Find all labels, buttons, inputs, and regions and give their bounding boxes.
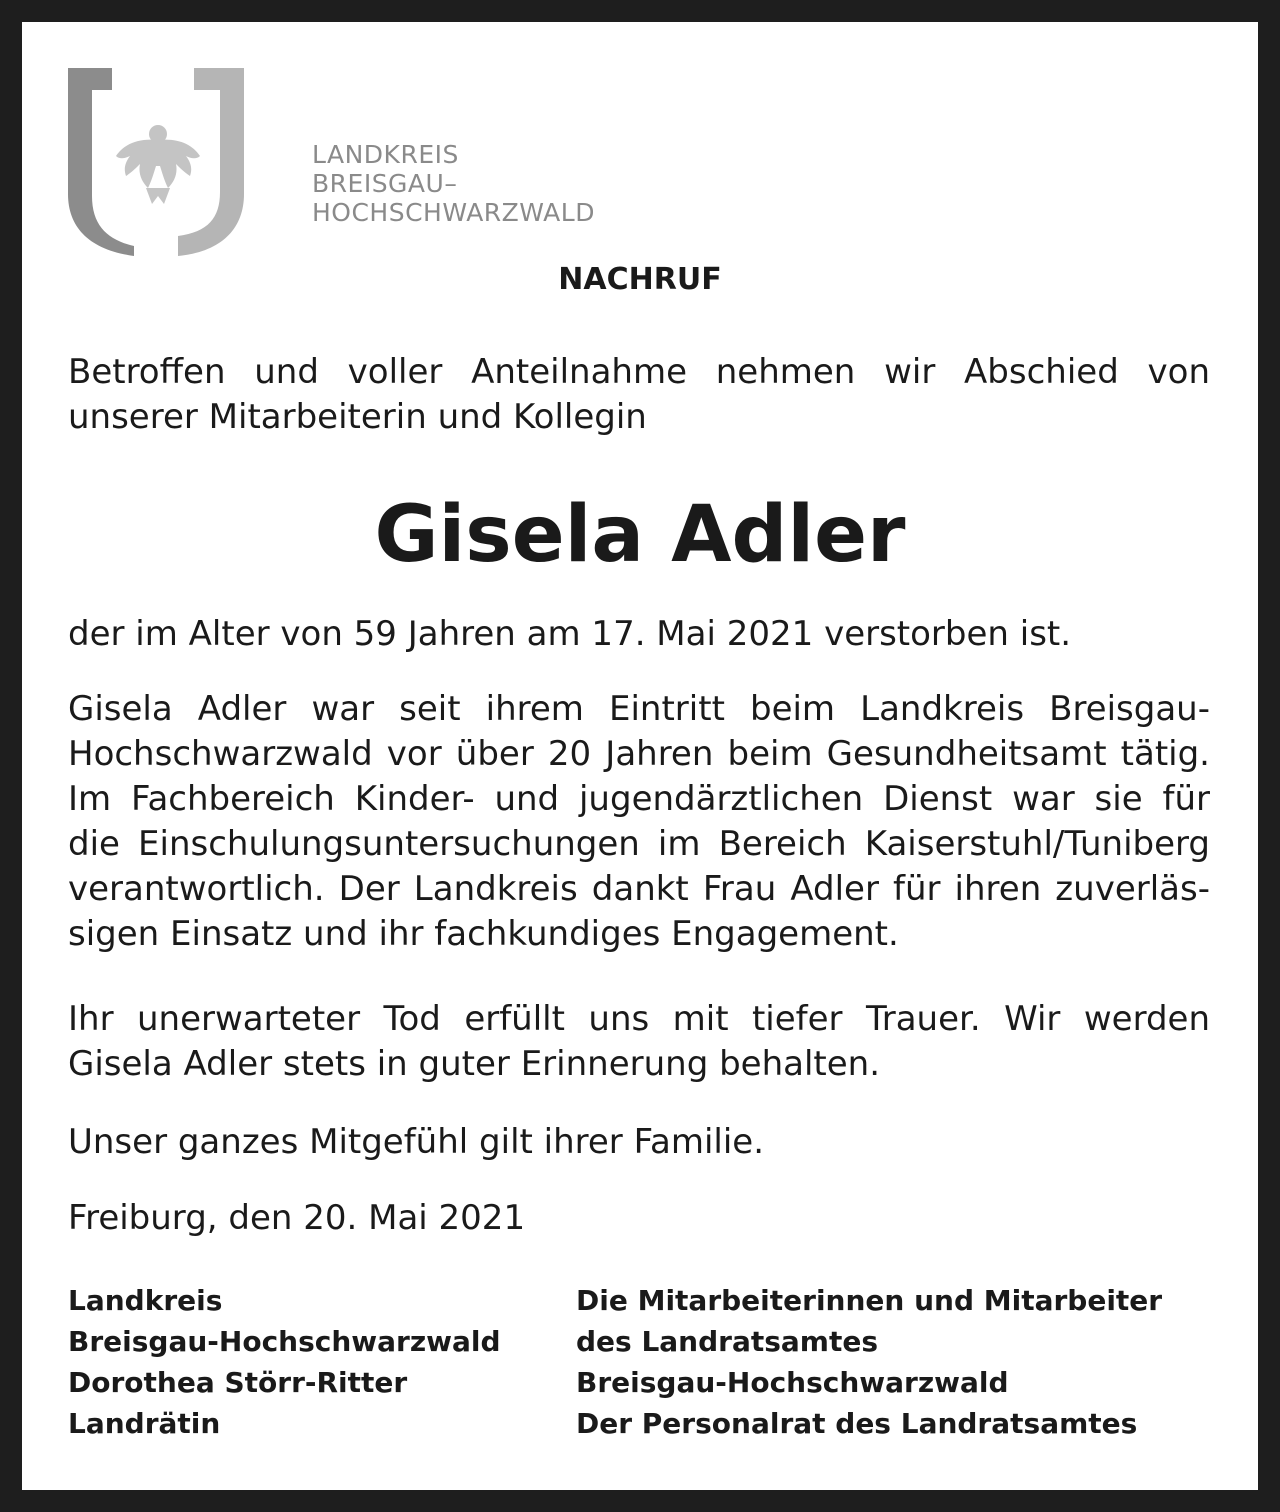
place-date: Freiburg, den 20. Mai 2021: [68, 1198, 526, 1238]
obituary-notice: [22, 22, 1258, 1490]
body-line-2: Hochschwarzwald vor über 20 Jahren beim Gesundheitsamt tätig.: [68, 734, 1210, 774]
body-line-4: die Einschulungsuntersuchungen im Bereich Kaiserstuhl/Tuniberg: [68, 824, 1210, 864]
body-line-3: Im Fachbereich Kinder- und jugendärztlichen Dienst war sie für: [68, 779, 1210, 819]
intro-line-1: Betroffen und voller Anteilnahme nehmen wir Abschied von: [68, 352, 1210, 392]
sympathy-line: Unser ganzes Mitgefühl gilt ihrer Familie.: [68, 1122, 765, 1162]
body-line-1: Gisela Adler war seit ihrem Eintritt beim Landkreis Breisgau-: [68, 689, 1210, 729]
notice-heading: NACHRUF: [558, 262, 722, 297]
grief-line-1: Ihr unerwarteter Tod erfüllt uns mit tiefer Trauer. Wir werden: [68, 999, 1210, 1039]
intro-line-2: unserer Mitarbeiterin und Kollegin: [68, 397, 647, 437]
age-line: der im Alter von 59 Jahren am 17. Mai 2021 verstorben ist.: [68, 614, 1072, 654]
signature-left-line-4: Landrätin: [68, 1407, 221, 1440]
logo-line-3: HOCHSCHWARZWALD: [312, 198, 595, 227]
signature-right-line-2: des Landratsamtes: [576, 1325, 879, 1358]
signature-right-line-4: Der Personalrat des Landratsamtes: [576, 1407, 1138, 1440]
signature-right-line-1: Die Mitarbeiterinnen und Mitarbeiter: [576, 1284, 1163, 1317]
logo-line-2: BREISGAU–: [312, 169, 458, 198]
logo-line-1: LANDKREIS: [312, 140, 459, 169]
signature-right: [576, 1280, 1162, 1444]
signature-left: [68, 1280, 501, 1444]
logo-wordmark: [312, 140, 595, 227]
signature-right-line-3: Breisgau-Hochschwarzwald: [576, 1366, 1009, 1399]
body-line-6: sigen Einsatz und ihr fachkundiges Engagement.: [68, 914, 899, 954]
signature-left-line-1: Landkreis: [68, 1284, 223, 1317]
signature-left-line-2: Breisgau-Hochschwarzwald: [68, 1325, 501, 1358]
body-line-5: verantwortlich. Der Landkreis dankt Frau Adler für ihren zuverläs-: [68, 869, 1210, 909]
coat-of-arms-icon: [68, 68, 268, 268]
signature-left-line-3: Dorothea Störr-Ritter: [68, 1366, 408, 1399]
grief-line-2: Gisela Adler stets in guter Erinnerung behalten.: [68, 1044, 881, 1084]
district-logo: [68, 68, 595, 268]
deceased-name: Gisela Adler: [374, 490, 906, 580]
eagle-icon: [116, 125, 200, 204]
